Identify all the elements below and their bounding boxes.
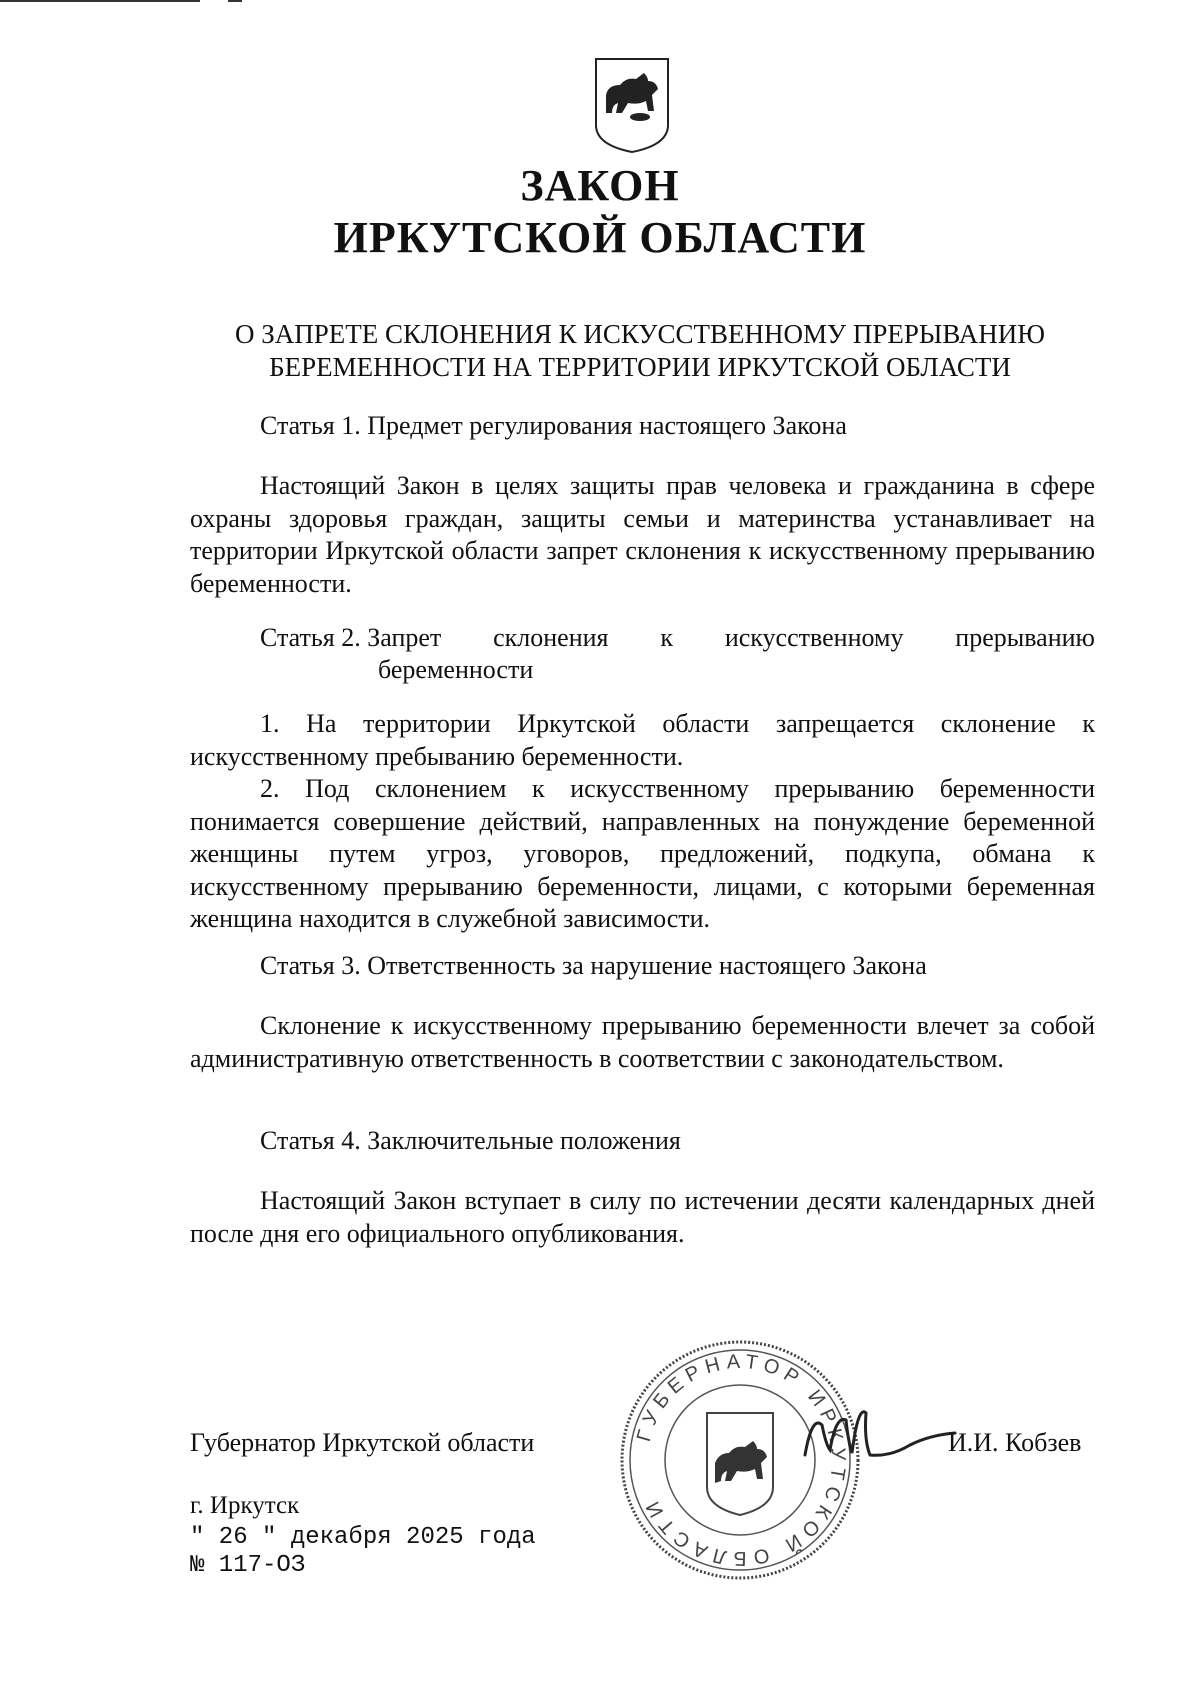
scan-artifact-line-short bbox=[228, 0, 242, 2]
law-title: ЗАКОН bbox=[520, 161, 680, 210]
article2-heading-word: к bbox=[660, 623, 673, 652]
article2-heading bbox=[260, 622, 1095, 686]
article2-heading-word: искусственному bbox=[724, 623, 904, 652]
article2-heading-word: прерыванию bbox=[955, 623, 1095, 652]
article3-text: Склонение к искусственному прерыванию беременности влечет за собой административную ответственность в соответствии с законодательством. bbox=[190, 1011, 1095, 1073]
region-title: ИРКУТСКОЙ ОБЛАСТИ bbox=[333, 213, 867, 262]
article2-item1: 1. На территории Иркутской области запрещается склонение к искусственному пребыванию беременности. bbox=[190, 709, 1095, 771]
article1-text: Настоящий Закон в целях защиты прав человека и гражданина в сфере охраны здоровья граждан, защиты семьи и материнства устанавливает на территории Иркутской области запрет склонения к искусственному прерыванию беременности. bbox=[190, 471, 1095, 598]
article4-text: Настоящий Закон вступает в силу по истечении десяти календарных дней после дня его официального опубликования. bbox=[190, 1186, 1095, 1248]
seal-ring-text: ГУБЕРНАТОР ИРКУТСКОЙ ОБЛАСТИ bbox=[632, 1350, 850, 1570]
governor-title: Губернатор Иркутской области bbox=[190, 1428, 535, 1457]
scan-artifact-line bbox=[0, 0, 200, 2]
signing-place: г. Иркутск bbox=[190, 1492, 300, 1519]
coat-of-arms-icon bbox=[592, 55, 672, 155]
article1-heading: Статья 1. Предмет регулирования настоящего Закона bbox=[260, 411, 847, 440]
governor-signature-icon bbox=[800, 1395, 960, 1475]
article2-heading-cont: беременности bbox=[378, 655, 534, 684]
signing-date: " 26 " декабря 2025 года bbox=[190, 1524, 536, 1551]
law-subtitle-line1: О ЗАПРЕТЕ СКЛОНЕНИЯ К ИСКУССТВЕННОМУ ПРЕРЫВАНИЮ bbox=[235, 319, 1045, 349]
article2-item2: 2. Под склонением к искусственному прерыванию беременности понимается совершение действий, направленных на понуждение беременной женщины путем угроз, уговоров, предложений, подкупа, обмана к искусственному прерыванию беременности, лицами, с которыми беременная женщина находится в служебной зависимости. bbox=[190, 774, 1095, 933]
article2-heading-word: склонения bbox=[493, 623, 609, 652]
article3-heading: Статья 3. Ответственность за нарушение настоящего Закона bbox=[260, 951, 927, 980]
law-subtitle-line2: БЕРЕМЕННОСТИ НА ТЕРРИТОРИИ ИРКУТСКОЙ ОБЛАСТИ bbox=[269, 352, 1011, 382]
governor-name: И.И. Кобзев bbox=[948, 1428, 1082, 1457]
law-number: № 117-ОЗ bbox=[190, 1552, 306, 1579]
article2-heading-word: Статья 2. Запрет bbox=[260, 623, 442, 652]
article4-heading: Статья 4. Заключительные положения bbox=[260, 1126, 681, 1155]
